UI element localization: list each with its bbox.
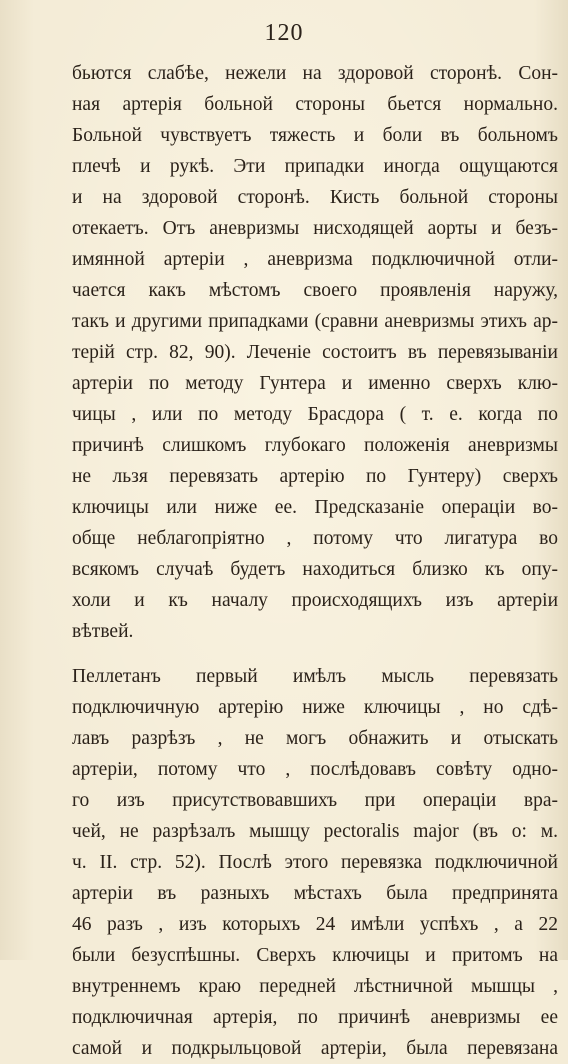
text-line: чей, не разрѣзалъ мышцу pectoralis major (въ о: м. [72, 821, 558, 842]
text-line: ная артерія больной стороны бьется нормально. [72, 94, 558, 115]
text-line: Пеллетанъ первый имѣлъ мысль перевязать [72, 666, 558, 687]
text-line: холи и къ началу происходящихъ изъ артеріи [72, 590, 558, 611]
text-line: чается какъ мѣстомъ своего проявленія наружу, [72, 280, 558, 301]
text-line: лавъ разрѣзъ , не могъ обнажить и отыскать [72, 728, 558, 749]
text-line: не льзя перевязать артерію по Гунтеру) сверхъ [72, 466, 558, 487]
text-line: 46 разъ , изъ которыхъ 24 имѣли успѣхъ , а 22 [72, 914, 558, 935]
paragraph-gap [72, 647, 558, 661]
text-line: подключичная артерія, по причинѣ аневризмы ее [72, 1007, 558, 1028]
text-line: чицы , или по методу Брасдора ( т. е. когда по [72, 404, 558, 425]
text-line: всякомъ случаѣ будетъ находиться близко къ опу- [72, 559, 558, 580]
text-line: бьются слабѣе, нежели на здоровой сторонѣ. Сон- [72, 63, 558, 84]
text-line: и на здоровой сторонѣ. Кисть больной стороны [72, 187, 558, 208]
text-line: внутреннемъ краю передней лѣстничной мышцы , [72, 976, 558, 997]
text-line: ч. II. стр. 52). Послѣ этого перевязка подключичной [72, 852, 558, 873]
text-line: плечѣ и рукѣ. Эти припадки иногда ощущаются [72, 156, 558, 177]
text-line: подключичную артерію ниже ключицы , но сдѣ- [72, 697, 558, 718]
text-line: Больной чувствуетъ тяжесть и боли въ больномъ [72, 125, 558, 146]
text-line: отекаетъ. Отъ аневризмы нисходящей аорты и безъ- [72, 218, 558, 239]
text-line: артеріи, потому что , послѣдовавъ совѣту одно- [72, 759, 558, 780]
text-line: вѣтвей. [72, 621, 134, 642]
text-line: были безуспѣшны. Сверхъ ключицы и притомъ на [72, 945, 558, 966]
text-line: терій стр. 82, 90). Леченіе состоитъ въ перевязываніи [72, 342, 558, 363]
text-line: артеріи въ разныхъ мѣстахъ была предпринята [72, 883, 558, 904]
text-line: ключицы или ниже ее. Предсказаніе операціи во- [72, 497, 558, 518]
text-line: самой и подкрыльцовой артеріи, была перевязана [72, 1038, 558, 1059]
text-line: такъ и другими припадками (сравни аневризмы этихъ ар- [72, 311, 558, 332]
text-line: обще неблагопріятно , потому что лигатура во [72, 528, 558, 549]
body-text [72, 58, 558, 1064]
text-line: го изъ присутствовавшихъ при операціи вра- [72, 790, 558, 811]
text-line: артеріи по методу Гунтера и именно сверхъ клю- [72, 373, 558, 394]
page-number: 120 [264, 20, 304, 46]
text-line: причинѣ слишкомъ глубокаго положенія аневризмы [72, 435, 558, 456]
text-line: имянной артеріи , аневризма подключичной отли- [72, 249, 558, 270]
